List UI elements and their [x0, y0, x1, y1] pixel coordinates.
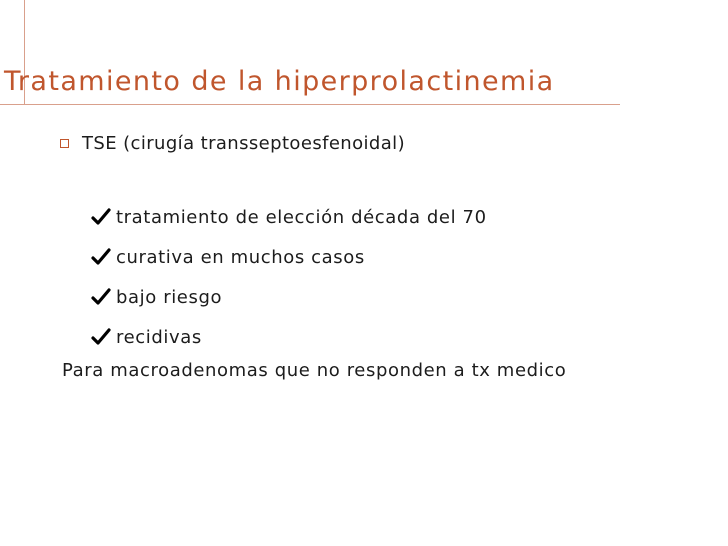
level1-bullet-text: TSE (cirugía transseptoesfenoidal) — [82, 133, 406, 154]
checkmark-list — [90, 197, 487, 357]
checklist-item-text: curativa en muchos casos — [116, 246, 365, 268]
checklist-item-text: tratamiento de elección década del 70 — [116, 206, 487, 228]
checkmark-icon — [90, 246, 112, 268]
slide-title: Tratamiento de la hiperprolactinemia — [4, 66, 555, 97]
checkmark-icon — [90, 206, 112, 228]
plain-text-line: Para macroadenomas que no responden a tx medico — [62, 360, 567, 381]
level1-bullet-item — [60, 133, 405, 154]
title-underline-rule — [0, 104, 620, 105]
checklist-item — [90, 317, 487, 357]
hollow-square-icon — [60, 139, 69, 148]
checklist-item-text: recidivas — [116, 326, 202, 348]
checklist-item — [90, 277, 487, 317]
checkmark-icon — [90, 326, 112, 348]
checklist-item — [90, 237, 487, 277]
checklist-item-text: bajo riesgo — [116, 286, 223, 308]
checkmark-icon — [90, 286, 112, 308]
checklist-item — [90, 197, 487, 237]
